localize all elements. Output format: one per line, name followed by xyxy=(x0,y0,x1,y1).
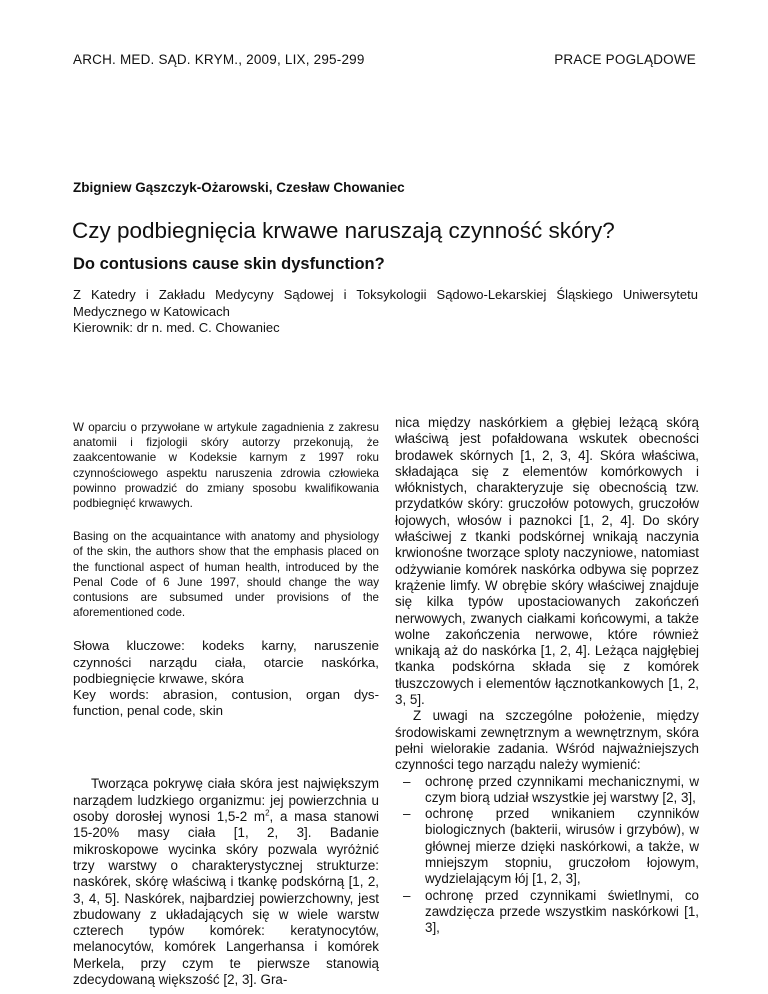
body-paragraph xyxy=(73,776,379,988)
dash-bullet: – xyxy=(403,773,411,789)
body-text: Tworząca pokrywę ciała skóra jest największym narządem ludzkiego organizmu: jej powierzchnia u osoby dorosłej wynosi 1,5-2 m xyxy=(73,776,379,825)
body-text: , a masa stanowi 15-20% masy ciała [1, 2, 3]. Badanie mikroskopowe wycinka skóry pozwala wyróżnić trzy warstwy o charakterystycznej strukturze: naskórek, skórę właściwą i tkankę podskórną [1, 2, 3, 4, 5]. Naskórek, najbardziej powierzchowny, jest zbudowany z układających się w wiele warstw czterech typów komórek: keratynocytów, melanocytów, komórek Langerhansa i komórek Merkela, przy czym te pierwsze stanowią zdecydowaną większość [2, 3]. Gra- xyxy=(73,809,379,988)
keywords-english xyxy=(73,687,379,719)
list-item xyxy=(395,774,699,807)
dash-bullet: – xyxy=(403,806,411,822)
affiliation-head: Kierownik: dr n. med. C. Chowaniec xyxy=(73,320,280,335)
list-item xyxy=(395,888,699,937)
dash-bullet: – xyxy=(403,887,411,903)
author-list: Zbigniew Gąszczyk-Ożarowski, Czesław Chowaniec xyxy=(73,180,405,195)
keywords-line: podbiegnięcie krwawe, skóra xyxy=(73,670,244,686)
list-item-text: ochronę przed wnikaniem czynników biologicznych (bakterii, wirusów i grzybów), w głównej mierze dzięki naskórkowi, a także, w mniejszym stopniu, gruczołom łojowym, wydzielającym łój [1, 2, 3], xyxy=(425,806,699,887)
list-item-text: ochronę przed czynnikami mechanicznymi, w czym biorą udział wszystkie jej warstwy [2, 3], xyxy=(425,773,699,805)
journal-citation: ARCH. MED. SĄD. KRYM., 2009, LIX, 295-299 xyxy=(73,52,365,67)
keywords-line: Key words: abrasion, contusion, organ dys- xyxy=(73,687,379,703)
superscript: 2 xyxy=(265,808,270,818)
left-column xyxy=(73,420,379,988)
abstract-polish: W oparciu o przywołane w artykule zagadnienia z zakresu anatomii i fizjologii skóry autorzy przekonują, że zaakcentowanie w Kodeksie karnym z 1997 roku czynnościowego aspektu naruszenia zdrowia człowieka powinno prowadzić do zmiany sposobu kwalifikowania podbiegnięć krwawych. xyxy=(73,421,379,511)
article-title-polish: Czy podbiegnięcia krwawe naruszają czynność skóry? xyxy=(72,218,615,243)
section-label: PRACE POGLĄDOWE xyxy=(554,52,696,67)
affiliation-line: Medycznego w Katowicach xyxy=(73,303,230,319)
function-list xyxy=(395,774,699,937)
keywords-line: Słowa kluczowe: kodeks karny, naruszenie xyxy=(73,638,379,654)
list-item-text: ochronę przed czynnikami świetlnymi, co zawdzięcza przede wszystkim naskórkowi [1, 3], xyxy=(425,887,699,936)
body-paragraph: nica między naskórkiem a głębiej leżącą skórą właściwą jest pofałdowana wskutek obecności brodawek skórnych [1, 2, 3, 4]. Skóra właściwa, składająca się z elementów komórkowych i włóknistych, charakteryzuje się obecnością tzw. przydatków skóry: gruczołów potowych, gruczołów łojowych, włosów i paznokci [1, 2, 4]. Do skóry właściwej z tkanki podskórnej wnikają naczynia krwionośne tworzące sploty naczyniowe, natomiast odżywianie komórek naskórka odbywa się poprzez krążenie limfy. W obrębie skóry właściwej znajduje się kilka typów upostaciowanych zakończeń nerwowych, zwanych ciałkami końcowymi, a także wolne zakończenia nerwowe, które również wnikają aż do naskórka [1, 2, 4]. Leżąca najgłębiej tkanka podskórna składa się z komórek tłuszczowych i elementów łącznotkankowych [1, 2, 3, 5]. xyxy=(395,415,699,708)
abstract-english: Basing on the acquaintance with anatomy and physiology of the skin, the authors show that the emphasis placed on the functional aspect of human health, introduced by the Penal Code of 6 June 1997, should change the way contusions are subsumed under provisions of the aforementioned code. xyxy=(73,530,379,620)
article-title-english: Do contusions cause skin dysfunction? xyxy=(73,255,385,273)
keywords-polish xyxy=(73,638,379,687)
keywords-line: function, penal code, skin xyxy=(73,703,224,719)
keywords-line: czynności narządu ciała, otarcie naskórka, xyxy=(73,654,379,670)
affiliation-line: Z Katedry i Zakładu Medycyny Sądowej i Toksykologii Sądowo-Lekarskiej Śląskiego Uniwersytetu xyxy=(73,287,698,302)
body-paragraph: Z uwagi na szczególne położenie, między środowiskami zewnętrznym a wewnętrznym, skóra pełni wielorakie zadania. Wśród najważniejszych czynności tego narządu należy wymienić: xyxy=(395,708,699,773)
right-column xyxy=(395,415,699,937)
affiliation xyxy=(73,287,698,337)
list-item xyxy=(395,806,699,887)
